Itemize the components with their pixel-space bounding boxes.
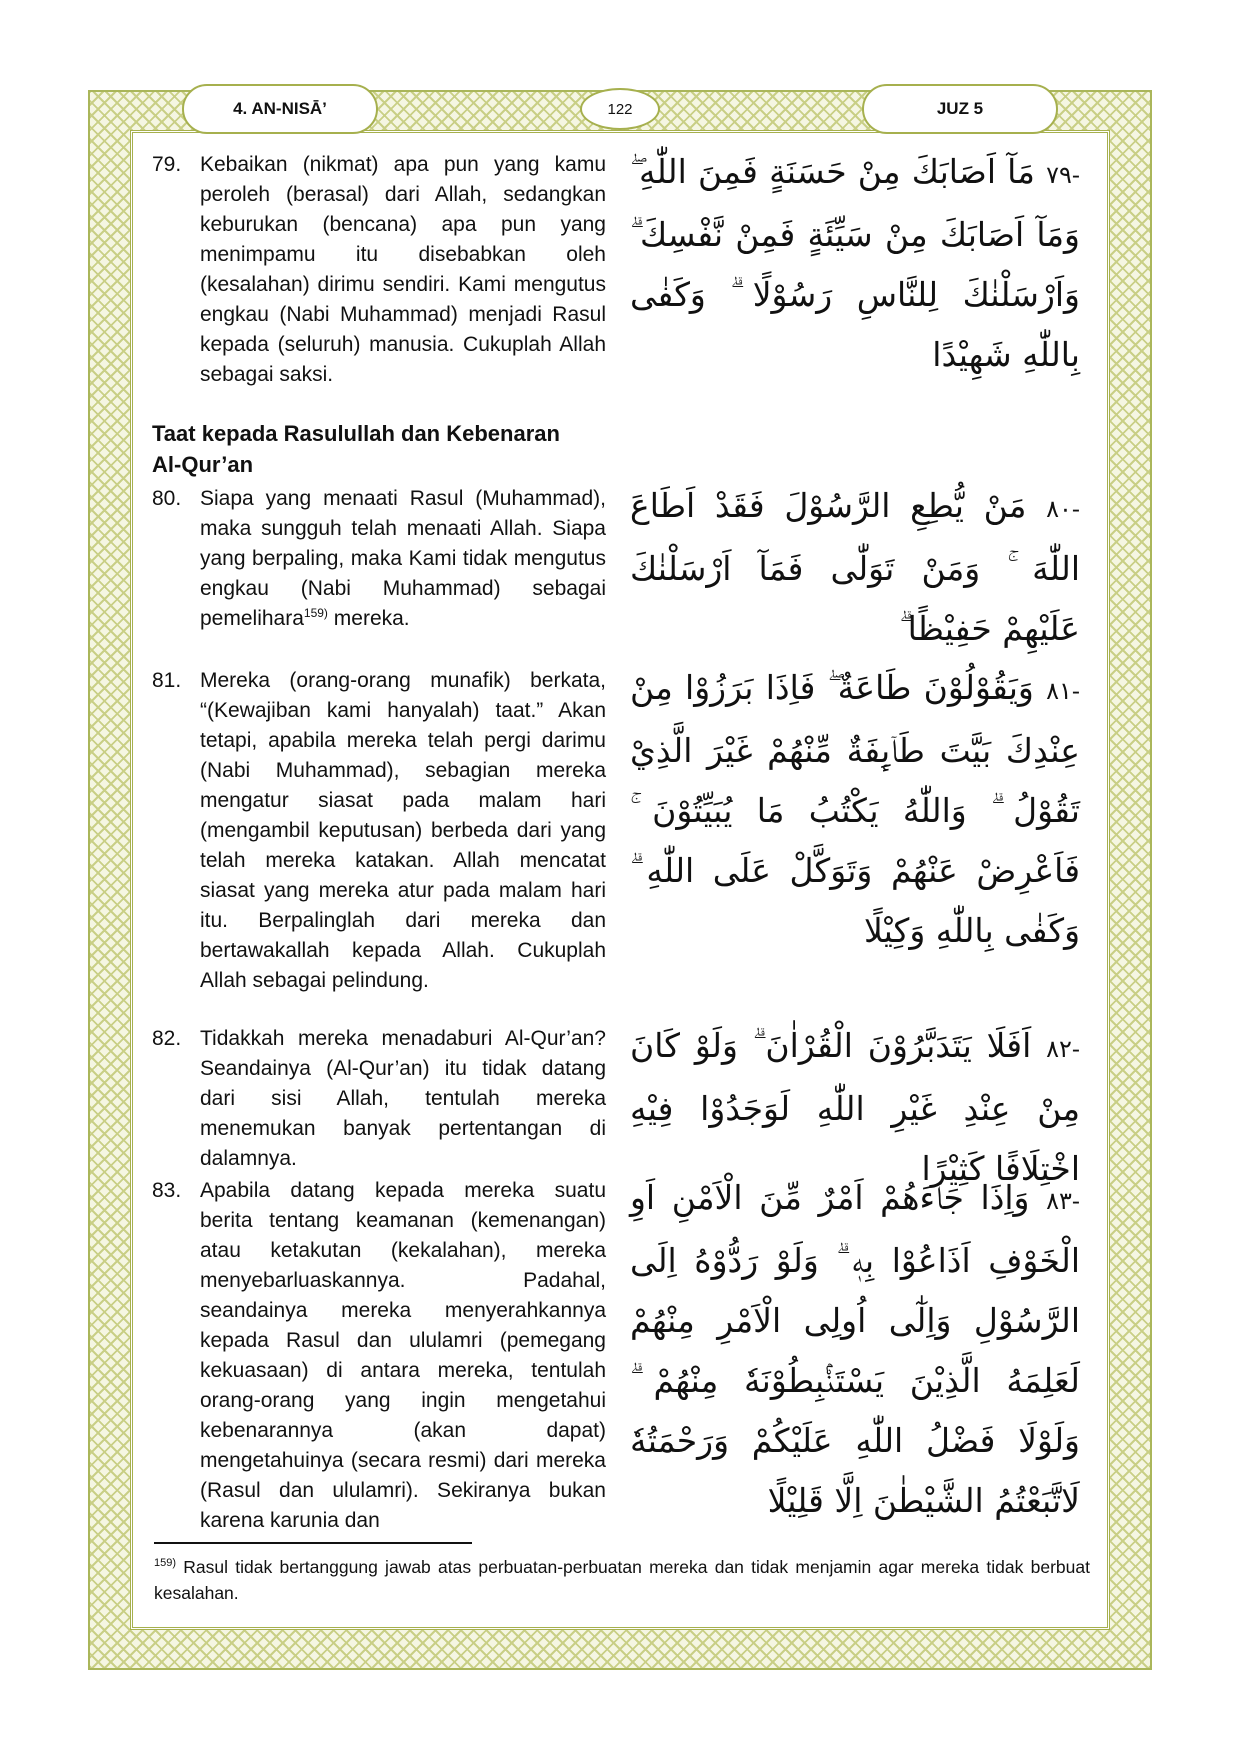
arabic-79 — [630, 142, 1080, 385]
footnote-divider — [154, 1542, 472, 1544]
arabic-text: اَفَلَا يَتَدَبَّرُوْنَ الْقُرْاٰنَ ۗ وَلَوْ كَانَ مِنْ عِنْدِ غَيْرِ اللّٰهِ لَوَجَدُوْا فِيْهِ اخْتِلَافًا كَثِيْرًا — [630, 1026, 1080, 1188]
verse-number: 82. — [152, 1027, 182, 1050]
arabic-verse-number: -٨١ — [1046, 677, 1080, 705]
arabic-81 — [630, 658, 1080, 961]
translation-text: Tidakkah mereka menadaburi Al-Qur’an? Seandainya (Al-Qur’an) itu tidak datang dari sisi Allah, tentulah mereka menemukan banyak pertentangan di dalamnya. — [200, 1027, 606, 1170]
verse-number: 81. — [152, 669, 182, 692]
arabic-text: مَنْ يُّطِعِ الرَّسُوْلَ فَقَدْ اَطَاعَ اللّٰهَ ۚ وَمَنْ تَوَلّٰى فَمَآ اَرْسَلْنٰكَ عَلَيْهِمْ حَفِيْظًا ۗ — [630, 486, 1080, 648]
arabic-verse-number: -٧٩ — [1046, 161, 1080, 189]
arabic-text: مَآ اَصَابَكَ مِنْ حَسَنَةٍ فَمِنَ اللّٰهِ ۖ وَمَآ اَصَابَكَ مِنْ سَيِّئَةٍ فَمِنْ نَّفْسِكَ ۗ وَاَرْسَلْنٰكَ لِلنَّاسِ رَسُوْلًا ۗ وَكَفٰى بِاللّٰهِ شَهِيْدًا — [630, 152, 1080, 374]
arabic-83 — [630, 1168, 1080, 1531]
verse-number: 80. — [152, 487, 182, 510]
surah-title: 4. AN-NISĀ’ — [182, 84, 378, 134]
translation-81 — [150, 666, 606, 996]
translation-80 — [150, 484, 606, 634]
arabic-text: وَيَقُوْلُوْنَ طَاعَةٌ ۖ فَاِذَا بَرَزُوْا مِنْ عِنْدِكَ بَيَّتَ طَاۤىِٕفَةٌ مِّنْهُمْ غَيْرَ الَّذِيْ تَقُوْلُ ۗ وَاللّٰهُ يَكْتُبُ مَا يُبَيِّتُوْنَ ۚ فَاَعْرِضْ عَنْهُمْ وَتَوَكَّلْ عَلَى اللّٰهِ ۗ وَكَفٰى بِاللّٰهِ وَكِيْلًا — [630, 668, 1080, 950]
verse-number: 83. — [152, 1179, 182, 1202]
arabic-verse-number: -٨٣ — [1046, 1187, 1080, 1215]
verse-number: 79. — [152, 153, 182, 176]
arabic-80 — [630, 476, 1080, 659]
arabic-verse-number: -٨٢ — [1046, 1035, 1080, 1063]
translation-text-end: mereka. — [327, 607, 410, 630]
arabic-text: وَاِذَا جَاۤءَهُمْ اَمْرٌ مِّنَ الْاَمْنِ اَوِ الْخَوْفِ اَذَاعُوْا بِهٖ ۗ وَلَوْ رَدُّوْهُ اِلَى الرَّسُوْلِ وَاِلٰٓى اُولِى الْاَمْرِ مِنْهُمْ لَعَلِمَهُ الَّذِيْنَ يَسْتَنْۢبِطُوْنَهٗ مِنْهُمْ ۗ وَلَوْلَا فَضْلُ اللّٰهِ عَلَيْكُمْ وَرَحْمَتُهٗ لَاتَّبَعْتُمُ الشَّيْطٰنَ اِلَّا قَلِيْلًا — [630, 1178, 1080, 1520]
arabic-verse-number: -٨٠ — [1046, 495, 1080, 523]
translation-79 — [150, 150, 606, 390]
translation-82 — [150, 1024, 606, 1174]
translation-83 — [150, 1176, 606, 1536]
juz-label: JUZ 5 — [862, 84, 1058, 134]
translation-text: Kebaikan (nikmat) apa pun yang kamu peroleh (berasal) dari Allah, sedangkan keburukan (bencana) apa pun yang menimpamu itu disebabkan oleh (kesalahan) dirimu sendiri. Kami mengutus engkau (Nabi Muhammad) menjadi Rasul kepada (seluruh) manusia. Cukuplah Allah sebagai saksi. — [200, 153, 606, 386]
footnote — [154, 1554, 1090, 1606]
translation-text-main: Siapa yang menaati Rasul (Muhammad), maka sungguh telah menaati Allah. Siapa yang berpaling, maka Kami tidak mengutus engkau (Nabi Muhammad) sebagai pemelihara — [200, 487, 606, 630]
section-heading: Taat kepada Rasulullah dan Kebenaran Al-Qur’an — [152, 421, 560, 477]
page-number: 122 — [580, 88, 660, 130]
footnote-marker: 159) — [154, 1557, 177, 1570]
footnote-ref: 159) — [303, 606, 328, 620]
footnote-text: Rasul tidak bertanggung jawab atas perbuatan-perbuatan mereka dan tidak menjamin agar mereka tidak berbuat kesalahan. — [154, 1557, 1090, 1603]
translation-text — [200, 484, 606, 634]
translation-text: Apabila datang kepada mereka suatu berita tentang keamanan (kemenangan) atau ketakutan (kekalahan), mereka menyebarluaskannya. Padahal, seandainya mereka menyerahkannya kepada Rasul dan ululamri (pemegang kekuasaan) di antara mereka, tentulah orang-orang yang ingin mengetahui kebenarannya (akan dapat) mengetahuinya (secara resmi) dari mereka (Rasul dan ululamri). Sekiranya bukan karena karunia dan — [200, 1179, 606, 1532]
translation-text: Mereka (orang-orang munafik) berkata, “(Kewajiban kami hanyalah) taat.” Akan tetapi, apabila mereka telah pergi darimu (Nabi Muhammad), sebagian mereka mengatur siasat pada malam hari (mengambil keputusan) berbeda dari yang telah mereka katakan. Allah mencatat siasat yang mereka atur pada malam hari itu. Berpalinglah dari mereka dan bertawakallah kepada Allah. Cukuplah Allah sebagai pelindung. — [200, 669, 606, 992]
